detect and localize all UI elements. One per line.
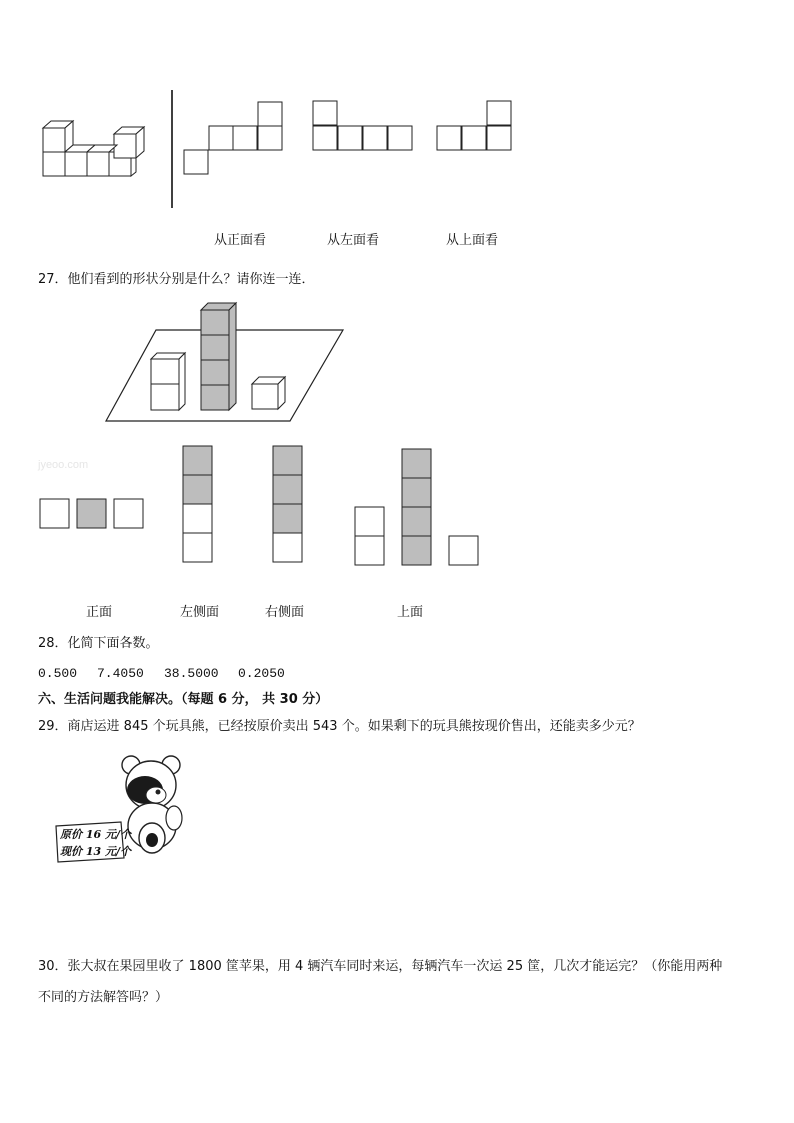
price-sign-original: 原价 16 元/个 [60,828,131,841]
label-top-view: 上面 [397,605,424,620]
question-28-text: 28．化简下面各数。 [38,636,159,651]
number-4: 0.2050 [238,666,285,681]
number-3: 38.5000 [164,666,219,681]
number-2: 7.4050 [97,666,144,681]
number-1: 0.500 [38,666,78,681]
price-sign-current: 现价 13 元/个 [60,845,131,858]
question-27-text: 27．他们看到的形状分别是什么？请你连一连． [38,272,315,287]
view-label-left: 从左面看 [327,233,380,248]
question-30-line2: 不同的方法解答吗？） [38,990,169,1005]
watermark: jyeoo.com [38,459,89,471]
label-left-side: 左侧面 [180,605,220,620]
question-29-text: 29．商店运进 845 个玩具熊，已经按原价卖出 543 个。如果剩下的玩具熊按现价售出，还能卖多少元？ [38,719,641,734]
view-label-top: 从上面看 [446,233,499,248]
label-front-view: 正面 [86,605,113,620]
label-right-side: 右侧面 [265,605,305,620]
view-label-front: 从正面看 [214,233,267,248]
section-6-title: 六、生活问题我能解决。（每题 6 分， 共 30 分） [38,692,329,707]
question-30-line1: 30．张大叔在果园里收了 1800 筐苹果，用 4 辆汽车同时来运，每辆汽车一次运 25 筐，几次才能运完？（你能用两种 [38,959,723,974]
